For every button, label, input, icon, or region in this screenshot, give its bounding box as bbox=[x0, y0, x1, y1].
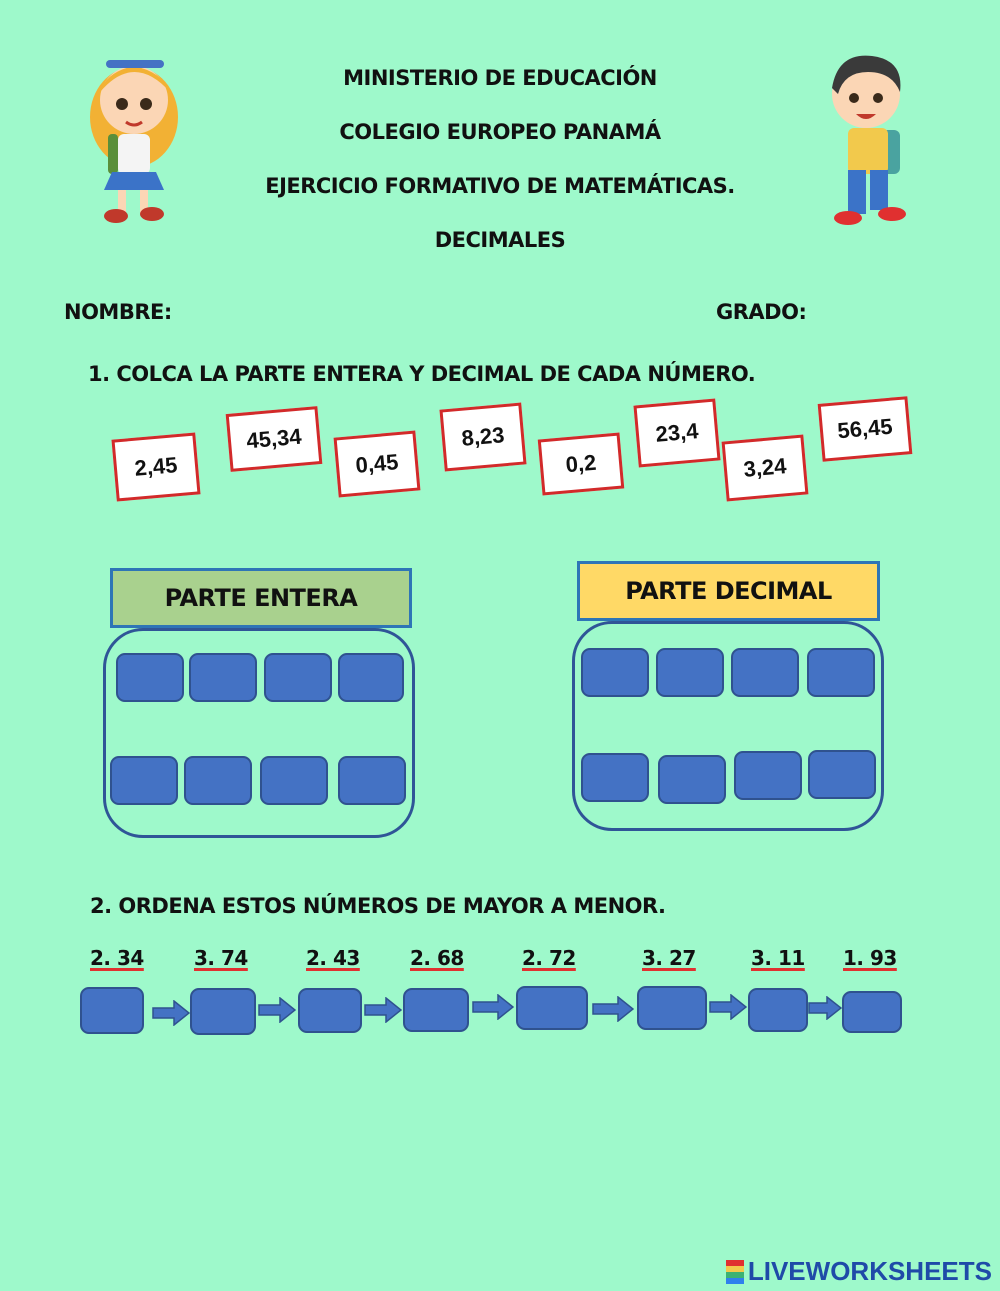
order-drop-slot[interactable] bbox=[516, 986, 588, 1030]
arrow-right-icon bbox=[152, 1000, 190, 1026]
number-card[interactable]: 0,2 bbox=[538, 433, 625, 496]
brand-name: LIVEWORKSHEETS bbox=[747, 1256, 992, 1286]
decimal-drop-slot[interactable] bbox=[807, 648, 875, 697]
integer-drop-slot[interactable] bbox=[260, 756, 328, 805]
integer-drop-slot[interactable] bbox=[184, 756, 252, 805]
order-number: 2. 72 bbox=[522, 946, 576, 970]
order-number: 3. 27 bbox=[642, 946, 696, 970]
grade-label: GRADO: bbox=[716, 300, 807, 324]
decimal-drop-slot[interactable] bbox=[731, 648, 799, 697]
integer-drop-slot[interactable] bbox=[264, 653, 332, 702]
order-drop-slot[interactable] bbox=[637, 986, 707, 1030]
order-number: 2. 43 bbox=[306, 946, 360, 970]
girl-illustration bbox=[82, 42, 192, 232]
number-card[interactable]: 0,45 bbox=[334, 431, 421, 498]
order-drop-slot[interactable] bbox=[80, 987, 144, 1034]
arrow-right-icon bbox=[592, 996, 634, 1022]
order-drop-slot[interactable] bbox=[298, 988, 362, 1033]
integer-drop-slot[interactable] bbox=[116, 653, 184, 702]
decimal-drop-slot[interactable] bbox=[656, 648, 724, 697]
decimal-drop-slot[interactable] bbox=[658, 755, 726, 804]
order-number: 3. 74 bbox=[194, 946, 248, 970]
order-number: 3. 11 bbox=[751, 946, 805, 970]
integer-drop-slot[interactable] bbox=[110, 756, 178, 805]
order-number: 1. 93 bbox=[843, 946, 897, 970]
boy-illustration bbox=[808, 42, 918, 232]
live-badge-icon bbox=[726, 1260, 744, 1284]
arrow-right-icon bbox=[808, 996, 842, 1020]
number-card[interactable]: 45,34 bbox=[226, 406, 323, 472]
header-school: COLEGIO EUROPEO PANAMÁ bbox=[339, 120, 661, 144]
arrow-right-icon bbox=[258, 997, 296, 1023]
integer-drop-slot[interactable] bbox=[189, 653, 257, 702]
integer-drop-slot[interactable] bbox=[338, 756, 406, 805]
number-card[interactable]: 3,24 bbox=[722, 435, 809, 502]
order-number: 2. 68 bbox=[410, 946, 464, 970]
header-topic: DECIMALES bbox=[434, 228, 566, 252]
header-ministry: MINISTERIO DE EDUCACIÓN bbox=[343, 66, 657, 90]
decimal-drop-slot[interactable] bbox=[581, 648, 649, 697]
decimal-drop-slot[interactable] bbox=[734, 751, 802, 800]
number-card[interactable]: 8,23 bbox=[439, 403, 526, 472]
decimal-drop-slot[interactable] bbox=[808, 750, 876, 799]
number-card[interactable]: 56,45 bbox=[818, 396, 913, 462]
order-drop-slot[interactable] bbox=[842, 991, 902, 1033]
order-number: 2. 34 bbox=[90, 946, 144, 970]
order-drop-slot[interactable] bbox=[403, 988, 469, 1032]
decimal-drop-slot[interactable] bbox=[581, 753, 649, 802]
header-exercise-title: EJERCICIO FORMATIVO DE MATEMÁTICAS. bbox=[265, 174, 735, 198]
exercise-1-title: 1. COLCA LA PARTE ENTERA Y DECIMAL DE CADA NÚMERO. bbox=[88, 362, 756, 386]
integer-part-header: PARTE ENTERA bbox=[110, 568, 412, 628]
order-drop-slot[interactable] bbox=[190, 988, 256, 1035]
arrow-right-icon bbox=[709, 994, 747, 1020]
liveworksheets-logo[interactable] bbox=[726, 1256, 992, 1287]
integer-drop-slot[interactable] bbox=[338, 653, 404, 702]
name-label: NOMBRE: bbox=[64, 300, 172, 324]
order-drop-slot[interactable] bbox=[748, 988, 808, 1032]
number-card[interactable]: 2,45 bbox=[111, 432, 200, 501]
arrow-right-icon bbox=[364, 997, 402, 1023]
decimal-part-header: PARTE DECIMAL bbox=[577, 561, 880, 621]
exercise-2-title: 2. ORDENA ESTOS NÚMEROS DE MAYOR A MENOR. bbox=[90, 894, 666, 918]
arrow-right-icon bbox=[472, 994, 514, 1020]
number-card[interactable]: 23,4 bbox=[633, 399, 720, 468]
